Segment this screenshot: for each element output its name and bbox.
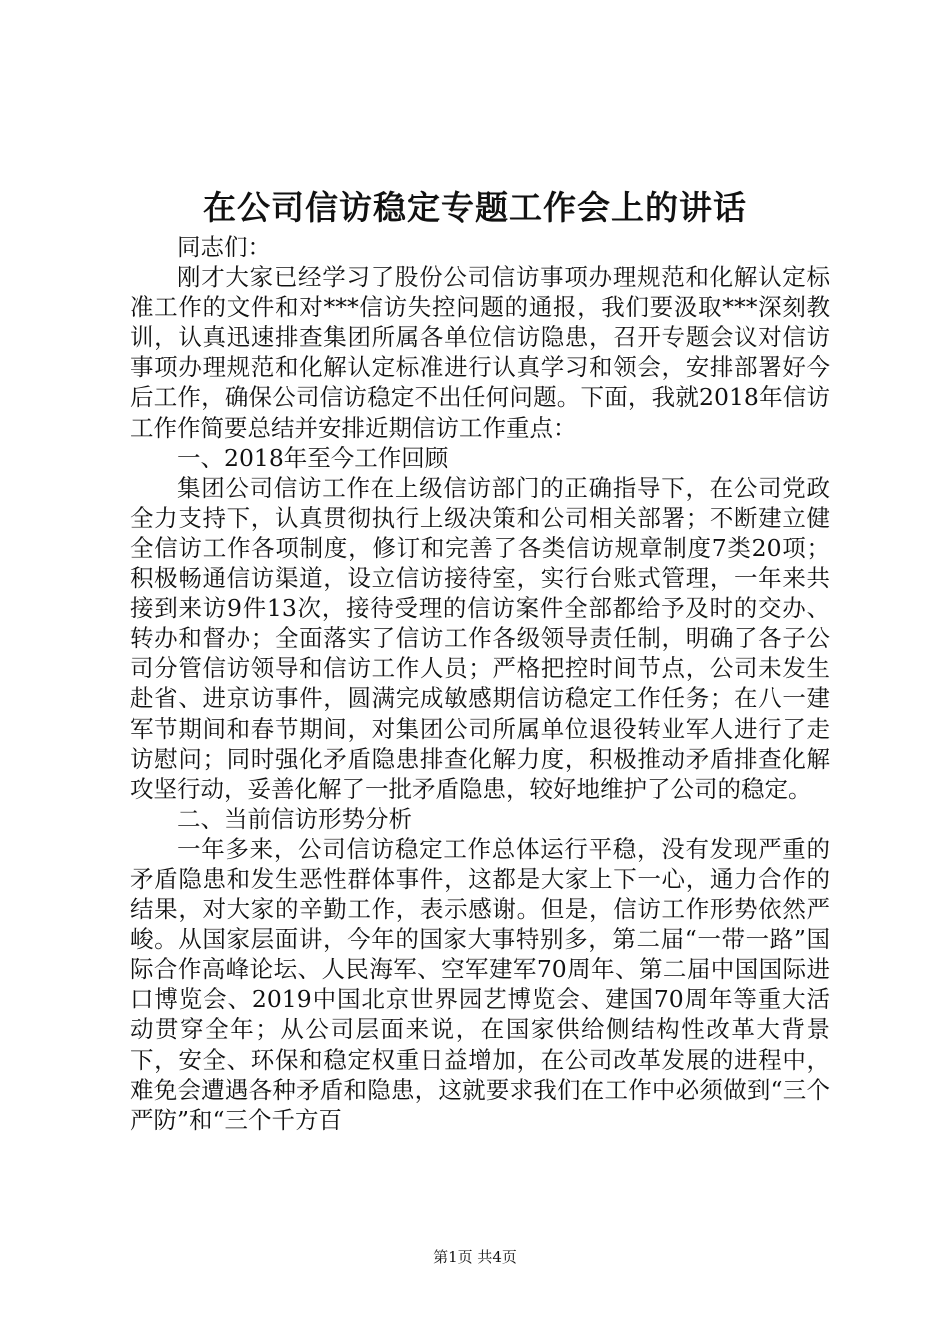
page-number-footer: 第1页 共4页 [433,1248,517,1266]
review-paragraph: 集团公司信访工作在上级信访部门的正确指导下，在公司党政全力支持下，认真贯彻执行上级决策和公司相关部署；不断建立健全信访工作各项制度，修订和完善了各类信访规章制度7类20项；积极畅通信访渠道，设立信访接待室，实行台账式管理，一年来共接到来访9件13次，接待受理的信访案件全部都给予及时的交办、转办和督办；全面落实了信访工作各级领导责任制，明确了各子公司分管信访领导和信访工作人员；严格把控时间节点，公司未发生赴省、进京访事件，圆满完成敏感期信访稳定工作任务；在八一建军节期间和春节期间，对集团公司所属单位退役转业军人进行了走访慰问；同时强化矛盾隐患排查化解力度，积极推动矛盾排查化解攻坚行动，妥善化解了一批矛盾隐患，较好地维护了公司的稳定。 [130,473,830,803]
salutation-paragraph: 同志们： [177,233,271,261]
document-body [130,232,830,1135]
section-heading-analysis: 二、当前信访形势分析 [177,804,412,833]
document-title: 在公司信访稳定专题工作会上的讲话 [203,188,747,227]
section-heading-review: 一、2018年至今工作回顾 [177,443,449,472]
analysis-paragraph: 一年多来，公司信访稳定工作总体运行平稳，没有发现严重的矛盾隐患和发生恶性群体事件，这都是大家上下一心，通力合作的结果，对大家的辛勤工作，表示感谢。但是，信访工作形势依然严峻。从国家层面讲，今年的国家大事特别多，第二届“一带一路”国际合作高峰论坛、人民海军、空军建军70周年、第二届中国国际进口博览会、2019中国北京世界园艺博览会、建国70周年等重大活动贯穿全年；从公司层面来说，在国家供给侧结构性改革大背景下，安全、环保和稳定权重日益增加，在公司改革发展的进程中，难免会遭遇各种矛盾和隐患，这就要求我们在工作中必须做到“三个严防”和“三个千方百 [130,834,830,1134]
intro-paragraph: 刚才大家已经学习了股份公司信访事项办理规范和化解认定标准工作的文件和对***信访失控问题的通报，我们要汲取***深刻教训，认真迅速排查集团所属各单位信访隐患，召开专题会议对信访事项办理规范和化解认定标准进行认真学习和领会，安排部署好今后工作，确保公司信访稳定不出任何问题。下面，我就2018年信访工作作简要总结并安排近期信访工作重点： [130,263,830,442]
